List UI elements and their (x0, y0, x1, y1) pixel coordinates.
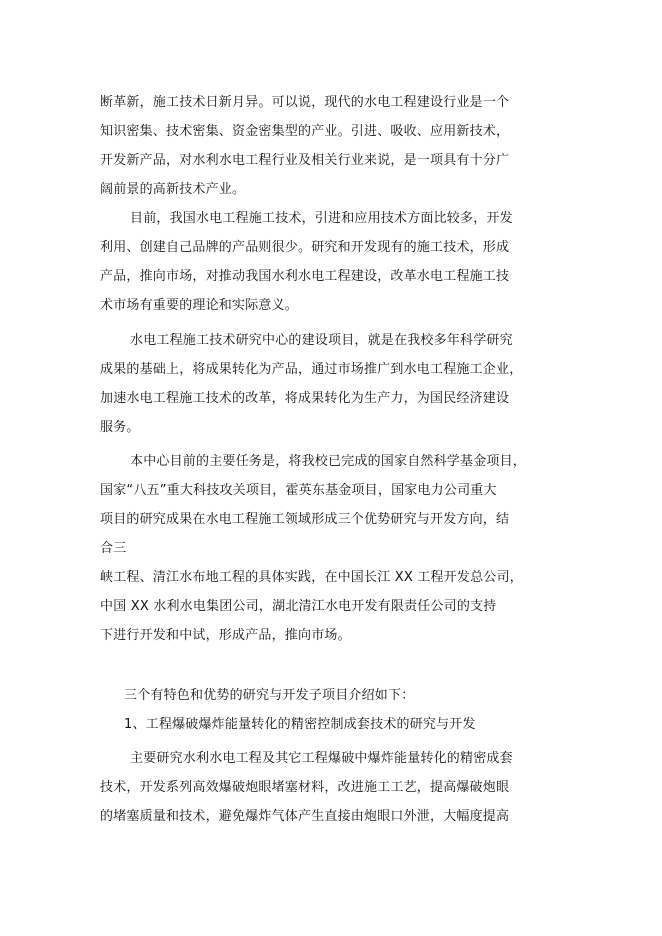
text-line: 阔前景的高新技术产业。 (100, 182, 246, 197)
text-line: 的堵塞质量和技术，避免爆炸气体产生直接由炮眼口外泄，大幅度提高 (100, 809, 510, 824)
section-intro: 三个有特色和优势的研究与开发子项目介绍如下： (124, 688, 415, 703)
text-line: 术市场有重要的理论和实际意义。 (100, 298, 299, 313)
text-line: 技术，开发系列高效爆破炮眼堵塞材料，改进施工工艺，提高爆破炮眼 (100, 780, 510, 795)
text-line: 主要研究水利水电工程及其它工程爆破中爆炸能量转化的精密成套 (130, 751, 513, 766)
text-line: 加速水电工程施工技术的改革，将成果转化为生产力，为国民经济建设 (100, 391, 510, 406)
text-line: 下进行开发和中试，形成产品，推向市场。 (100, 628, 351, 643)
text-line: 国家“八五”重大科技攻关项目，霍英东基金项目，国家电力公司重大 (100, 483, 497, 498)
text-line: 产品，推向市场，对推动我国水利水电工程建设，改革水电工程施工技 (100, 269, 510, 284)
text-line: 合三 (100, 541, 127, 556)
text-line: 成果的基础上，将成果转化为产品，通过市场推广到水电工程施工企业， (100, 362, 523, 377)
text-line: 本中心目前的主要任务是，将我校已完成的国家自然科学基金项目， (130, 454, 527, 469)
text-line: 断革新，施工技术日新月异。可以说，现代的水电工程建设行业是一个 (100, 95, 510, 110)
text-line: 知识密集、技术密集、资金密集型的产业。引进、吸收、应用新技术， (100, 124, 510, 139)
text-line: 开发新产品，对水利水电工程行业及相关行业来说，是一项具有十分广 (100, 153, 510, 168)
text-line: 峡工程、清江水布地工程的具体实践，在中国长江 XX 工程开发总公司， (100, 570, 523, 585)
text-line: 项目的研究成果在水电工程施工领域形成三个优势研究与开发方向，结 (100, 512, 510, 527)
subsection-heading: 1、工程爆破爆炸能量转化的精密控制成套技术的研究与开发 (124, 717, 476, 732)
text-line: 服务。 (100, 420, 140, 435)
text-line: 中国 XX 水利水电集团公司，湖北清江水电开发有限责任公司的支持 (100, 599, 497, 614)
text-line: 水电工程施工技术研究中心的建设项目，就是在我校多年科学研究 (130, 333, 513, 348)
text-line: 利用、创建自己品牌的产品则很少。研究和开发现有的施工技术，形成 (100, 240, 510, 255)
text-line: 目前，我国水电工程施工技术，引进和应用技术方面比较多，开发 (130, 211, 513, 226)
